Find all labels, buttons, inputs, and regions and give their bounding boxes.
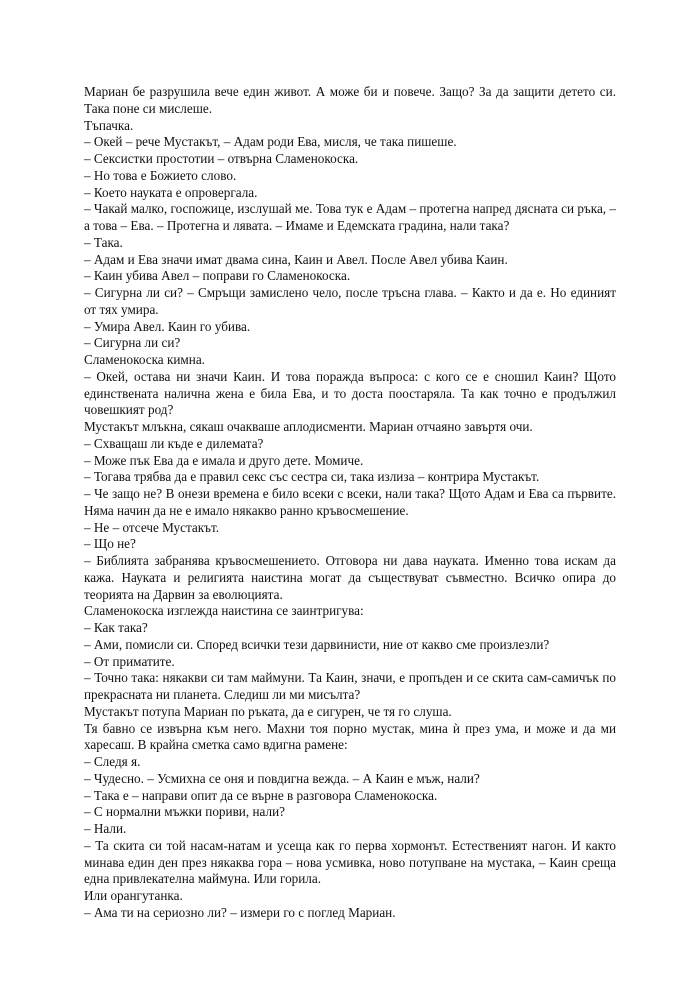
- paragraph: – Може пък Ева да е имала и друго дете. Момиче.: [84, 452, 364, 468]
- paragraph: Мустакът потупа Мариан по ръката, да е сигурен, че тя го слуша.: [84, 703, 452, 719]
- paragraph: – Сигурна ли си?: [84, 335, 181, 351]
- paragraph: – Така.: [84, 234, 123, 250]
- paragraph: – Адам и Ева значи имат двама сина, Каин и Авел. После Авел убива Каин.: [84, 251, 508, 267]
- paragraph: – Но това е Божието слово.: [84, 167, 237, 183]
- paragraph: – Сексистки простотии – отвърна Сламенокоска.: [84, 151, 359, 166]
- paragraph: Сламенокоска кимна.: [84, 352, 205, 367]
- paragraph: – Умира Авел. Каин го убива.: [84, 318, 251, 334]
- paragraph: – Точно така: някакви си там маймуни. Та Каин, значи, е пропъден и се скита сам-самичък по прекрасната ни планета. Следиш ли ми мисълта?: [84, 670, 616, 702]
- paragraph: – Що не?: [84, 536, 136, 552]
- paragraph: – Окей, остава ни значи Каин. И това поражда въпроса: с кого се е сношил Каин? Щото единствената налична жена е била Ева, и то доста поостаряла. Та как точно е продължил човешкият род?: [84, 368, 616, 418]
- paragraph: – Сигурна ли си? – Смръщи замислено чело, после тръсна глава. – Както и да е. Но единият от тях умира.: [84, 285, 616, 317]
- paragraph: – Схващаш ли къде е дилемата?: [84, 435, 264, 451]
- paragraph: – Което науката е опровергала.: [84, 184, 258, 200]
- document-page: [84, 84, 616, 922]
- paragraph: – Следя я.: [84, 754, 141, 769]
- paragraph: – Ами, помисли си. Според всички тези дарвинисти, ние от какво сме произлезли?: [84, 636, 550, 652]
- paragraph: – Окей – рече Мустакът, – Адам роди Ева, мисля, че така пишеше.: [84, 134, 457, 150]
- paragraph: Тъпачка.: [84, 117, 134, 133]
- paragraph: – Та скита си той насам-натам и усеща как го перва хормонът. Естественият нагон. И както минава един ден през някаква гора – нова усмивка, ново потупване на мустака, – Каин среща една привлекателна маймуна. Или горила.: [84, 837, 616, 887]
- paragraph: Мустакът млъкна, сякаш очакваше аплодисменти. Мариан отчаяно завъртя очи.: [84, 419, 533, 434]
- paragraph: Тя бавно се извърна към него. Махни тоя порно мустак, мина ѝ през ума, и може и да ми харесаш. В крайна сметка само вдигна рамене:: [84, 720, 616, 753]
- paragraph: – Чакай малко, госпожице, изслушай ме. Това тук е Адам – протегна напред дясната си ръка, – а това – Ева. – Протегна и лявата. – Имаме и Едемската градина, нали така?: [84, 201, 616, 233]
- paragraph: – Библията забранява кръвосмешението. Отговора ни дава науката. Именно това искам да кажа. Науката и религията наистина могат да съществуват съвместно. Всичко опира до теорията на Дарвин за еволюцията.: [84, 553, 616, 602]
- paragraph: – Чудесно. – Усмихна се оня и повдигна вежда. – А Каин е мъж, нали?: [84, 770, 480, 786]
- paragraph: – От приматите.: [84, 653, 175, 669]
- paragraph: – Ама ти на сериозно ли? – измери го с поглед Мариан.: [84, 904, 396, 920]
- paragraph: Мариан бе разрушила вече един живот. А може би и повече. Защо? За да защити детето си. Така поне си мислеше.: [84, 84, 616, 116]
- paragraph: – Нали.: [84, 821, 127, 836]
- paragraph: – Тогава трябва да е правил секс със сестра си, така излиза – контрира Мустакът.: [84, 469, 540, 485]
- paragraph: – Не – отсече Мустакът.: [84, 519, 220, 535]
- paragraph: Сламенокоска изглежда наистина се заинтригува:: [84, 603, 364, 619]
- paragraph: – Каин убива Авел – поправи го Сламенокоска.: [84, 268, 351, 284]
- paragraph: – Как така?: [84, 620, 148, 635]
- paragraph: – Така е – направи опит да се върне в разговора Сламенокоска.: [84, 787, 438, 803]
- paragraph: – Че защо не? В онези времена е било всеки с всеки, нали така? Щото Адам и Ева са първите. Няма начин да не е имало някакво ранно кръвосмешение.: [84, 486, 616, 518]
- paragraph: – С нормални мъжки пориви, нали?: [84, 804, 285, 820]
- paragraph: Или орангутанка.: [84, 888, 183, 903]
